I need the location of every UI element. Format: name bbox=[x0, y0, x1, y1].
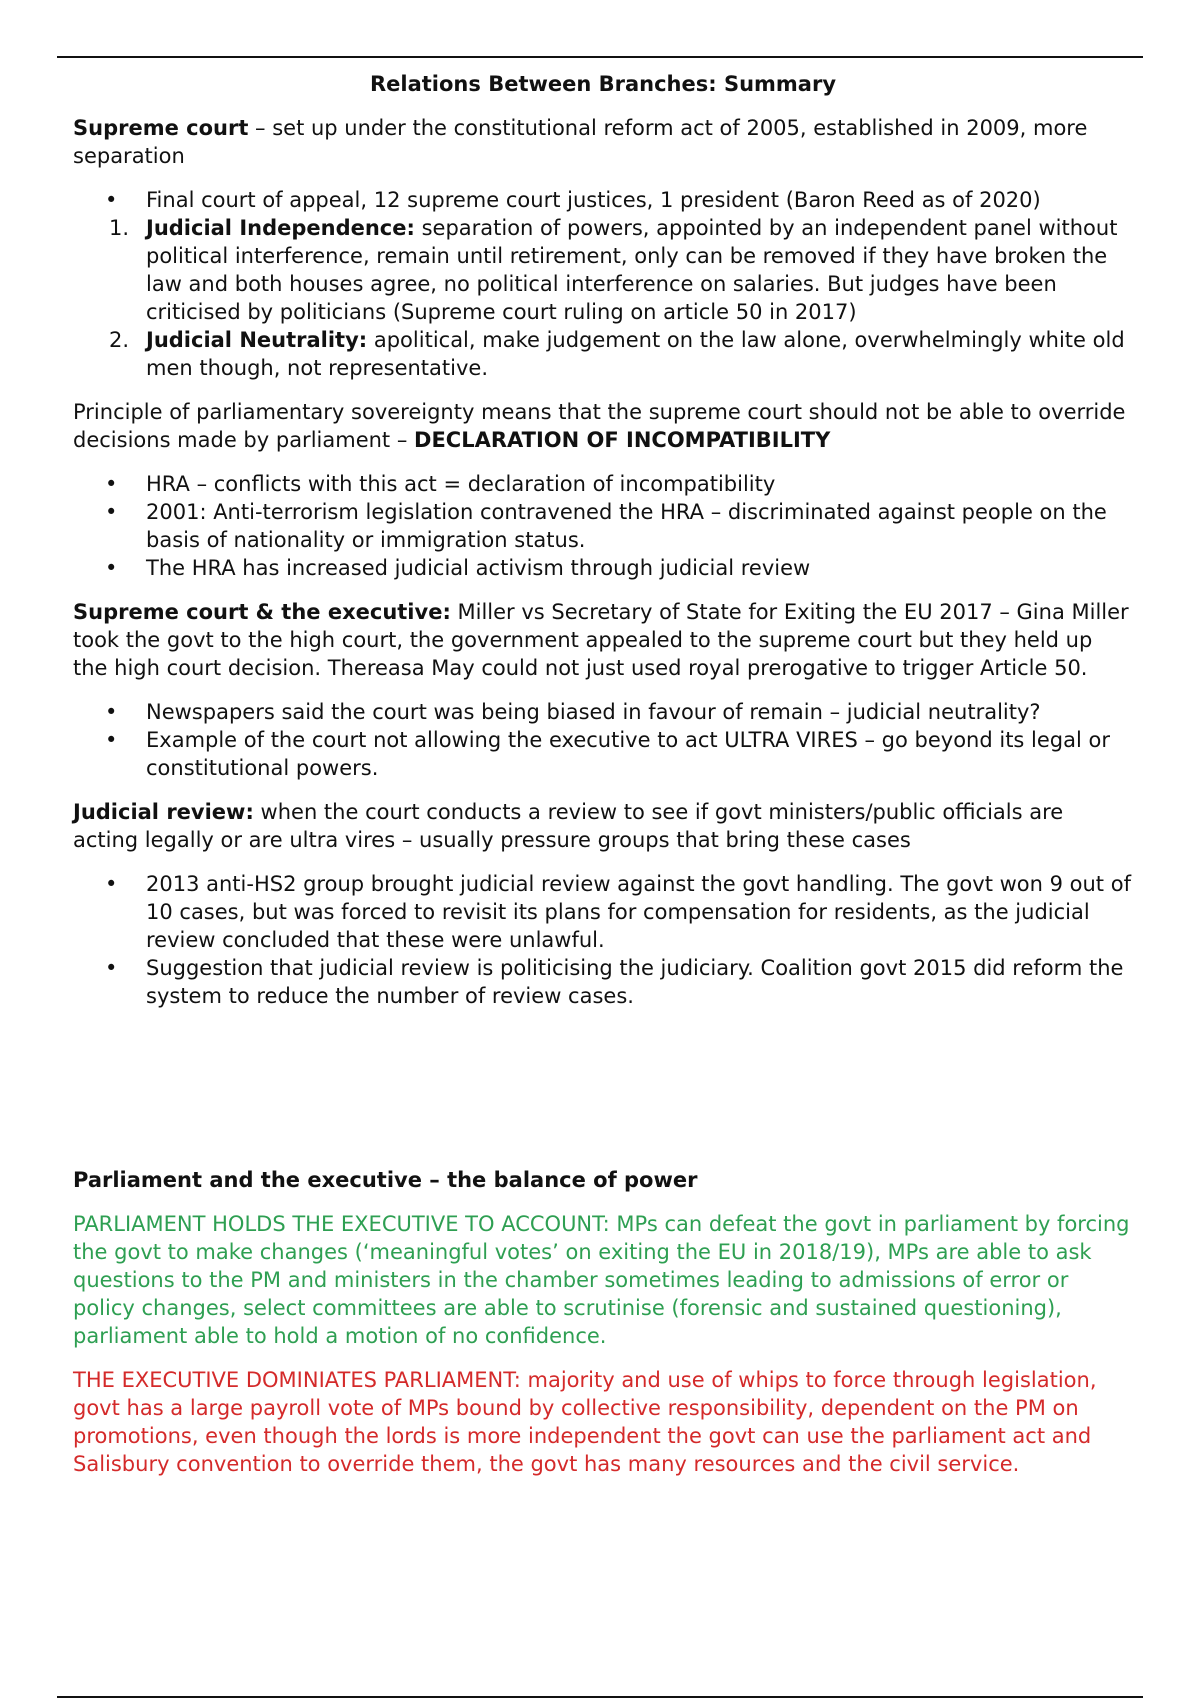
supreme-court-list bbox=[73, 186, 1133, 214]
top-rule bbox=[57, 56, 1143, 58]
list-item-text: Newspapers said the court was being biased in favour of remain – judicial neutrality? bbox=[146, 700, 1041, 724]
balance-heading-text: Parliament and the executive – the balance of power bbox=[73, 1168, 698, 1192]
list-item-text: 2013 anti-HS2 group brought judicial review against the govt handling. The govt won 9 out of 10 cases, but was forced to revisit its plans for compensation for residents, as the judicial review concluded that these were unlawful. bbox=[146, 872, 1131, 952]
list-item-text: HRA – conflicts with this act = declaration of incompatibility bbox=[146, 472, 776, 496]
executive-paragraph bbox=[73, 598, 1133, 682]
list-item-text: apolitical, make judgement on the law alone, overwhelmingly white old men though, not representative. bbox=[146, 328, 1125, 380]
judicial-review-list bbox=[73, 870, 1133, 1010]
list-item bbox=[73, 698, 1133, 726]
executive-text: Miller vs Secretary of State for Exiting the EU 2017 – Gina Miller took the govt to the high court, the government appealed to the supreme court but they held up the high court decision. Thereasa May could not just used royal prerogative to trigger Article 50. bbox=[73, 600, 1129, 680]
list-item-text: separation of powers, appointed by an independent panel without political interference, remain until retirement, only can be removed if they have broken the law and both houses agree, no political interference on salaries. But judges have been criticised by politicians (Supreme court ruling on article 50 in 2017) bbox=[146, 216, 1118, 324]
sovereignty-paragraph bbox=[73, 398, 1133, 454]
bullet-icon: • bbox=[105, 872, 118, 896]
list-number: 2. bbox=[109, 328, 130, 352]
judicial-review-text: when the court conducts a review to see if govt ministers/public officials are acting legally or are ultra vires – usually pressure groups that bring these cases bbox=[73, 800, 1064, 852]
bullet-icon: • bbox=[105, 500, 118, 524]
executive-list bbox=[73, 698, 1133, 782]
list-item bbox=[73, 726, 1133, 782]
list-item-text: Final court of appeal, 12 supreme court justices, 1 president (Baron Reed as of 2020) bbox=[146, 188, 1041, 212]
supreme-court-label: Supreme court bbox=[73, 116, 249, 140]
bullet-icon: • bbox=[105, 728, 118, 752]
list-item bbox=[73, 870, 1133, 954]
list-item-text: Suggestion that judicial review is politicising the judiciary. Coalition govt 2015 did reform the system to reduce the number of review cases. bbox=[146, 956, 1124, 1008]
bullet-icon: • bbox=[105, 472, 118, 496]
blank-space bbox=[73, 1026, 1133, 1166]
list-item bbox=[73, 214, 1133, 326]
executive-dominates-paragraph: THE EXECUTIVE DOMINIATES PARLIAMENT: majority and use of whips to force through legislation, govt has a large payroll vote of MPs bound by collective responsibility, dependent on the PM on promotions, even though the lords is more independent the govt can use the parliament act and Salisbury convention to override them, the govt has many resources and the civil service. bbox=[73, 1368, 1097, 1476]
list-item-label: Judicial Neutrality: bbox=[146, 328, 368, 352]
supreme-court-text: – set up under the constitutional reform act of 2005, established in 2009, more separation bbox=[73, 116, 1088, 168]
document-title: Relations Between Branches: Summary bbox=[369, 72, 837, 96]
list-item bbox=[73, 498, 1133, 554]
bullet-icon: • bbox=[105, 188, 118, 212]
list-item bbox=[73, 554, 1133, 582]
parliament-holds-executive-paragraph: PARLIAMENT HOLDS THE EXECUTIVE TO ACCOUNT: MPs can defeat the govt in parliament by forcing the govt to make changes (‘meaningful votes’ on exiting the EU in 2018/19), MPs are able to ask questions to the PM and ministers in the chamber sometimes leading to admissions of error or policy changes, select committees are able to scrutinise (forensic and sustained questioning), parliament able to hold a motion of no confidence. bbox=[73, 1212, 1130, 1348]
supreme-court-paragraph bbox=[73, 114, 1133, 170]
balance-heading bbox=[73, 1166, 1133, 1194]
bottom-rule bbox=[57, 1696, 1143, 1698]
list-item bbox=[73, 186, 1133, 214]
list-item-label: Judicial Independence: bbox=[146, 216, 415, 240]
list-item-text: Example of the court not allowing the executive to act ULTRA VIRES – go beyond its legal or constitutional powers. bbox=[146, 728, 1110, 780]
sovereignty-emphasis: DECLARATION OF INCOMPATIBILITY bbox=[414, 428, 831, 452]
list-item bbox=[73, 954, 1133, 1010]
list-item bbox=[73, 470, 1133, 498]
executive-label: Supreme court & the executive: bbox=[73, 600, 451, 624]
bullet-icon: • bbox=[105, 556, 118, 580]
judicial-review-label: Judicial review: bbox=[73, 800, 254, 824]
bullet-icon: • bbox=[105, 700, 118, 724]
list-item bbox=[73, 326, 1133, 382]
judicial-principles-list bbox=[73, 214, 1133, 382]
bullet-icon: • bbox=[105, 956, 118, 980]
judicial-review-paragraph bbox=[73, 798, 1133, 854]
list-item-text: The HRA has increased judicial activism through judicial review bbox=[146, 556, 811, 580]
sovereignty-text: Principle of parliamentary sovereignty means that the supreme court should not be able to override decisions made by parliament – bbox=[73, 400, 1126, 452]
document-page bbox=[73, 70, 1133, 1494]
list-number: 1. bbox=[109, 216, 130, 240]
list-item-text: 2001: Anti-terrorism legislation contravened the HRA – discriminated against people on the basis of nationality or immigration status. bbox=[146, 500, 1107, 552]
sovereignty-list bbox=[73, 470, 1133, 582]
